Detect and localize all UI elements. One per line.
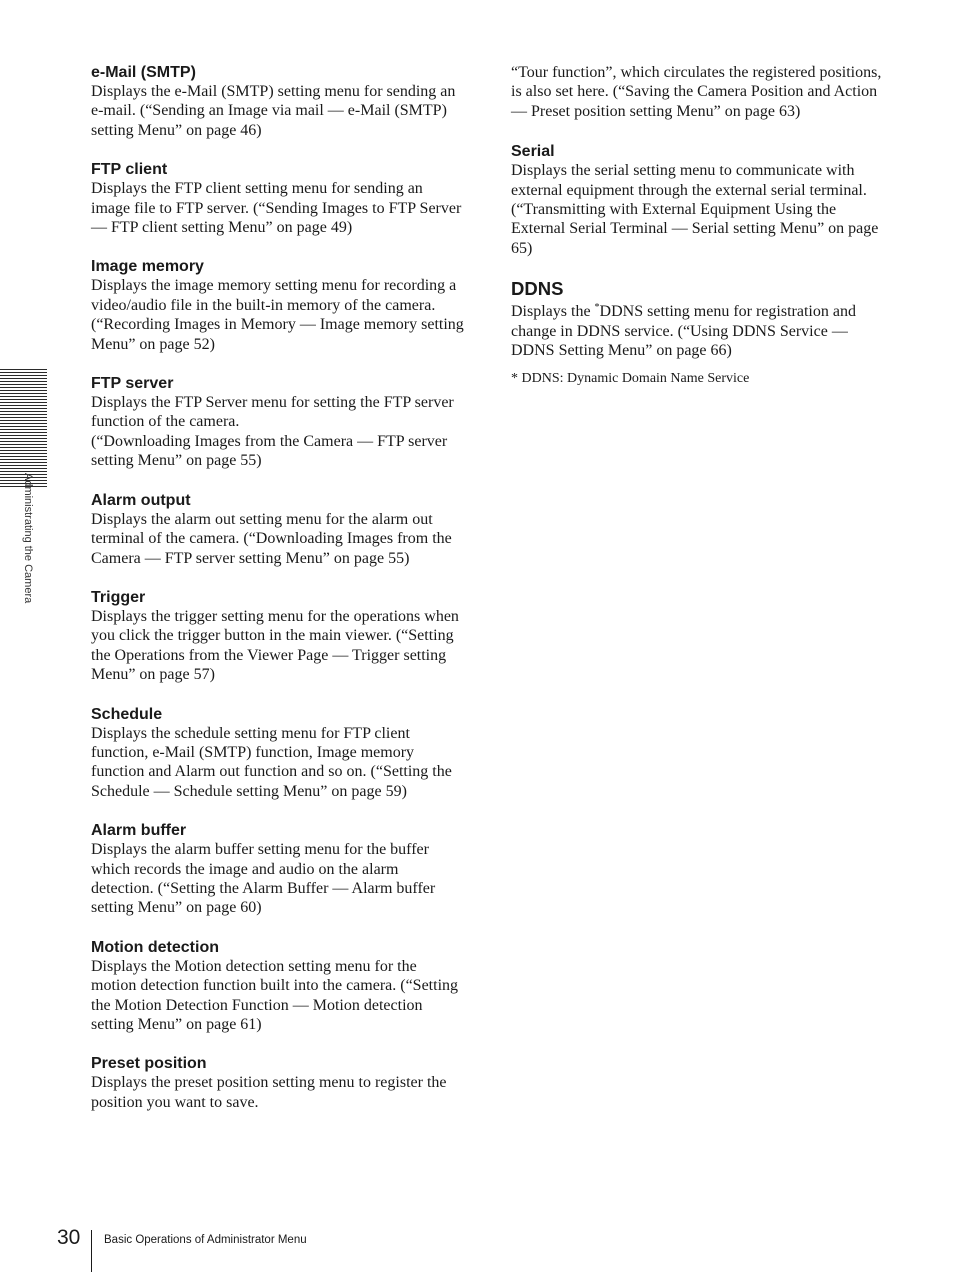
right-column [511,63,885,387]
ddns-body-rest: DDNS setting menu for registration and change in DDNS service. (“Using DDNS Service — DDNS Setting Menu” on page 66) [511,303,856,360]
section-preset-position [91,1054,465,1112]
section-body: Displays the alarm buffer setting menu for the buffer which records the image and audio on the alarm detection. (“Setting the Alarm Buffer — Alarm buffer setting Menu” on page 60) [91,841,436,917]
section-email-smtp [91,63,465,140]
section-heading: FTP server [91,375,174,393]
section-image-memory [91,257,465,354]
footer-divider [91,1230,92,1272]
section-body: Displays the image memory setting menu for recording a video/audio file in the built-in memory of the camera. (“Recording Images in Memory — Image memory setting Menu” on page 52) [91,277,464,353]
section-heading: Serial [511,143,555,161]
section-body: Displays the Motion detection setting menu for the motion detection function built into the camera. (“Setting the Motion Detection Function — Motion detection setting Menu” on page 61) [91,957,459,1033]
section-body [511,302,885,360]
section-heading: e-Mail (SMTP) [91,64,196,81]
footer-title: Basic Operations of Administrator Menu [104,1234,307,1246]
section-heading: Alarm buffer [91,822,187,840]
side-tab-label: Administrating the Camera [22,473,34,604]
side-tab-stripes [0,369,47,489]
section-alarm-output [91,491,465,568]
section-heading: Preset position [91,1055,207,1073]
side-tab-marker [0,369,47,489]
left-column [91,63,465,1132]
section-heading: FTP client [91,161,168,179]
section-heading: DDNS [511,278,564,300]
section-body: Displays the alarm out setting menu for the alarm out terminal of the camera. (“Downloading Images from the Camera — FTP server setting Menu” on page 55) [91,510,452,567]
section-body: Displays the trigger setting menu for the operations when you click the trigger button in the main viewer. (“Setting the Operations from the Viewer Page — Trigger setting Menu” on page 57) [91,607,459,684]
section-body: Displays the preset position setting menu to register the position you want to save. [91,1074,447,1111]
section-body: Displays the e-Mail (SMTP) setting menu for sending an e-mail. (“Sending an Image via mail — e-Mail (SMTP) setting Menu” on page 46) [91,83,456,139]
section-ftp-client [91,160,465,237]
section-schedule [91,705,465,802]
section-alarm-buffer [91,821,465,918]
section-heading: Motion detection [91,938,219,956]
section-body: Displays the serial setting menu to communicate with external equipment through the external serial terminal. (“Transmitting with External Equipment Using the External Serial Terminal — Serial setting Menu” on page 65) [511,162,879,257]
section-body: Displays the FTP client setting menu for sending an image file to FTP server. (“Sending Images to FTP Server — FTP client setting Menu” on page 49) [91,180,462,237]
section-heading: Alarm output [91,491,191,509]
footnote-marker: * [594,302,600,314]
section-ddns [511,278,885,360]
section-heading: Image memory [91,258,204,276]
ddns-footnote: * DDNS: Dynamic Domain Name Service [511,371,750,387]
section-heading: Schedule [91,705,163,723]
page-number: 30 [57,1226,81,1249]
section-ftp-server [91,374,465,471]
section-body-reference: (“Downloading Images from the Camera — FTP server setting Menu” on page 55) [91,432,448,470]
section-body: Displays the schedule setting menu for FTP client function, e-Mail (SMTP) function, Image memory function and Alarm out function and so on. (“Setting the Schedule — Schedule setting Menu” on page 59) [91,724,452,800]
preset-position-continuation: “Tour function”, which circulates the registered positions, is also set here. (“Saving the Camera Position and Action — Preset position setting Menu” on page 63) [511,64,882,120]
section-heading: Trigger [91,588,146,606]
section-body: Displays the FTP Server menu for setting the FTP server function of the camera. [91,394,454,431]
section-trigger [91,588,465,685]
section-serial [511,142,885,258]
section-motion-detection [91,938,465,1035]
ddns-body-prefix: Displays the [511,303,595,321]
